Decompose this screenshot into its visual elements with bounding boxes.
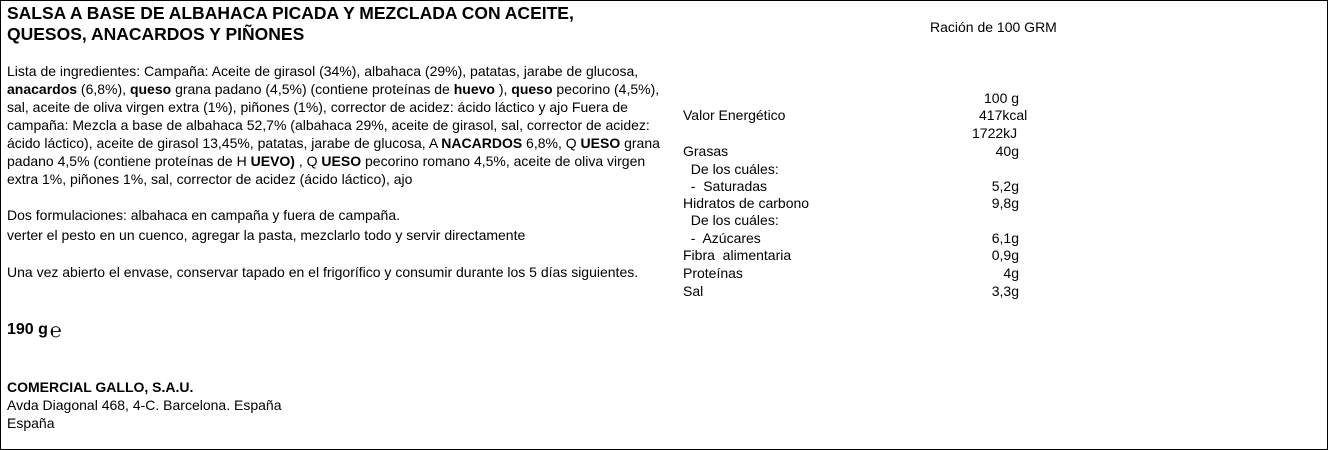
allergen-text: queso — [129, 81, 172, 97]
nutrition-row-value: 9,8g — [991, 195, 1019, 211]
ingredient-text: ), — [494, 81, 512, 97]
formulations-note: Dos formulaciones: albahaca en campaña y fuera de campaña. — [7, 207, 401, 223]
ingredient-text: grana padano (4,5%) (contiene proteínas de — [171, 81, 454, 97]
nutrition-row-label: Hidratos de carbono — [683, 195, 810, 211]
allergen-text: UESO — [321, 153, 362, 169]
ingredient-text: Lista de ingredientes: Campaña: Aceite de girasol (34%), albahaca (29%), patatas, jarabe de glucosa, — [7, 63, 639, 79]
net-weight — [7, 320, 62, 340]
estimated-sign-icon: ℮ — [49, 318, 62, 342]
product-title — [7, 3, 667, 45]
ingredient-text: 6,8%, Q — [522, 135, 581, 151]
product-title-line-2: QUESOS, ANACARDOS Y PIÑONES — [7, 24, 305, 44]
nutrition-energy-kcal: 417kcal — [979, 107, 1028, 123]
allergen-text: queso — [511, 81, 553, 97]
nutrition-row-label: Grasas — [683, 143, 729, 159]
ingredient-text: pecorino romano 4,5%, aceite de oliva virgen extra 1%, piñones 1%, sal, corrector de acidez (ácido láctico), ajo — [7, 153, 646, 187]
nutrition-row-value: 5,2g — [991, 178, 1019, 194]
company-address: Avda Diagonal 468, 4-C. Barcelona. España — [7, 397, 282, 413]
net-weight-value: 190 g — [7, 321, 48, 338]
ingredient-text: pecorino (4,5%), sal, aceite de oliva virgen extra (1%), piñones (1%), corrector de acidez: ácido láctico y ajo Fuera de campaña: Mezcla a base de albahaca 52,7% (albahaca 29%, aceite de girasol, sal, corrector de acidez: ácido láctico), aceite de girasol 13,45%, patatas, jarabe de glucosa, A — [7, 81, 660, 151]
nutrition-row-label: Proteínas — [683, 265, 743, 281]
ingredients-list — [7, 62, 667, 188]
nutrition-row-value: 6,1g — [991, 230, 1019, 246]
ingredient-text: grana padano 4,5% (contiene proteínas de H — [7, 135, 660, 169]
nutrition-row-value: 3,3g — [991, 283, 1019, 299]
allergen-text: huevo — [453, 81, 495, 97]
nutrition-energy-kj: 1722kJ — [972, 125, 1018, 141]
portion-label: Ración de 100 GRM — [930, 19, 1057, 35]
allergen-text: UESO — [580, 135, 621, 151]
company-country: España — [7, 415, 55, 431]
nutrition-energy-label: Valor Energético — [683, 107, 786, 123]
nutrition-row-value: 40g — [995, 143, 1019, 159]
company-name: COMERCIAL GALLO, S.A.U. — [7, 379, 194, 395]
ingredient-text: (6,8%), — [77, 81, 130, 97]
nutrition-row-label: De los cuáles: — [683, 212, 779, 228]
nutrition-row-label: De los cuáles: — [683, 161, 779, 177]
allergen-text: NACARDOS — [441, 135, 523, 151]
allergen-text: UEVO) — [250, 153, 295, 169]
nutrition-row-value: 4g — [1003, 265, 1019, 281]
usage-instructions: verter el pesto en un cuenco, agregar la pasta, mezclarlo todo y servir directamente — [7, 227, 526, 243]
company-info — [7, 378, 281, 432]
product-title-line-1: SALSA A BASE DE ALBAHACA PICADA Y MEZCLADA CON ACEITE, — [7, 3, 574, 23]
nutrition-row-label: - Saturadas — [683, 178, 768, 194]
storage-instructions: Una vez abierto el envase, conservar tapado en el frigorífico y consumir durante los 5 días siguientes. — [7, 264, 639, 280]
allergen-text: anacardos — [7, 81, 78, 97]
nutrition-row-label: Fibra alimentaria — [683, 247, 792, 263]
nutrition-per-header: 100 g — [984, 90, 1020, 106]
nutrition-row-label: Sal — [683, 283, 704, 299]
nutrition-row-value: 0,9g — [991, 247, 1019, 263]
ingredient-text: , Q — [294, 153, 322, 169]
nutrition-row-label: - Azúcares — [683, 230, 761, 246]
